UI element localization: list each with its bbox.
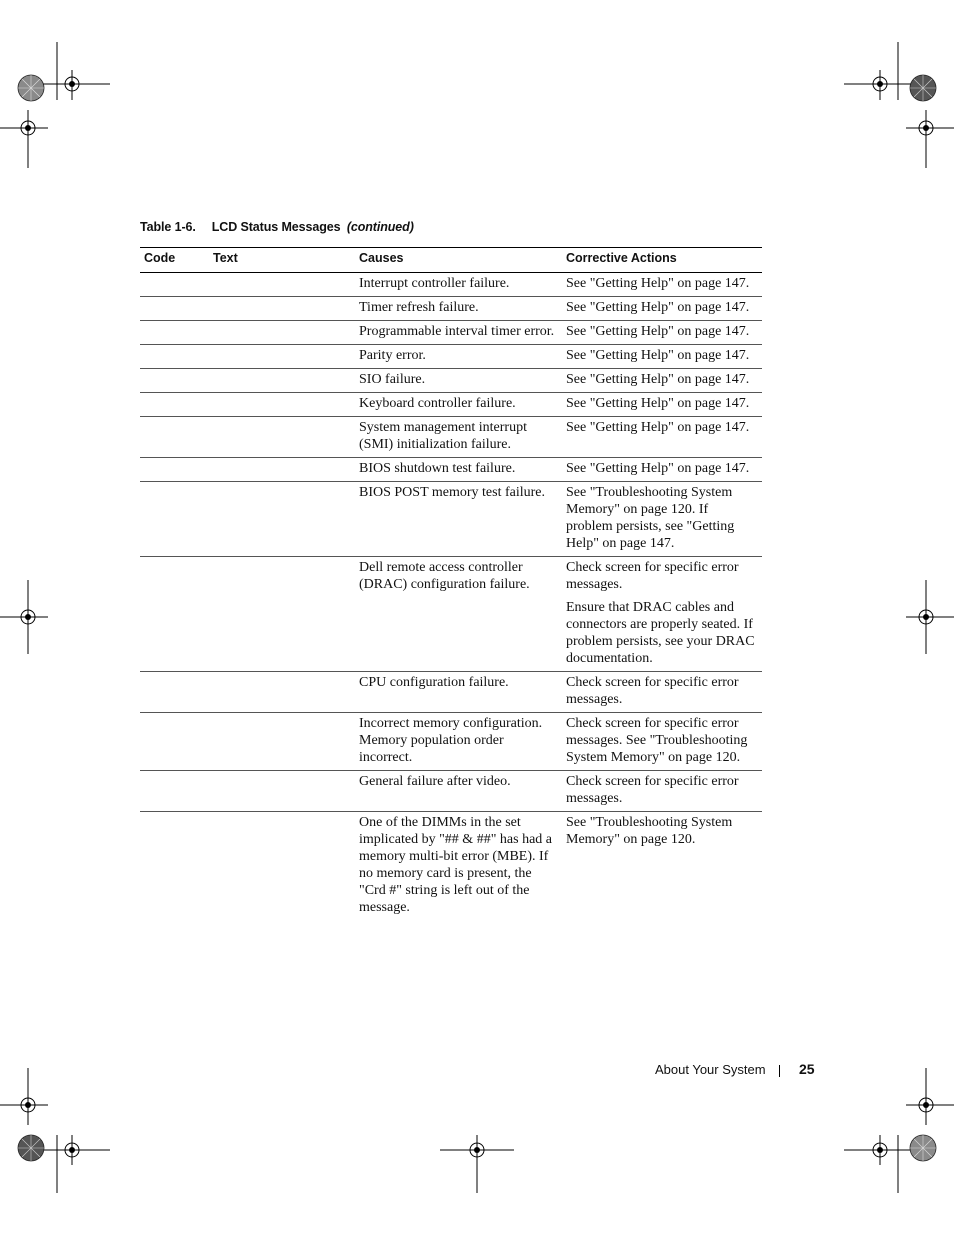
- header-code: Code: [140, 248, 209, 273]
- cell-code: [140, 321, 209, 345]
- cell-code: [140, 297, 209, 321]
- cell-text: [209, 345, 359, 369]
- cell-code: [140, 771, 209, 812]
- cell-text: [209, 672, 359, 713]
- corrective-action: See "Getting Help" on page 147.: [566, 348, 750, 363]
- cell-code: [140, 345, 209, 369]
- corrective-action: Check screen for specific error messages.: [566, 774, 739, 806]
- header-actions: Corrective Actions: [562, 248, 762, 273]
- cell-actions: [562, 297, 762, 321]
- cell-causes: Timer refresh failure.: [359, 297, 562, 321]
- lcd-status-table: [140, 247, 762, 920]
- corrective-action: See "Getting Help" on page 147.: [566, 276, 750, 291]
- corrective-action: See "Getting Help" on page 147.: [566, 396, 750, 411]
- table-title: LCD Status Messages: [211, 220, 341, 234]
- cell-actions: [562, 321, 762, 345]
- footer-separator: [779, 1065, 780, 1077]
- page-number: 25: [799, 1061, 815, 1077]
- footer-section-title: About Your System: [655, 1062, 766, 1077]
- table-row: [140, 345, 762, 369]
- table-row: [140, 369, 762, 393]
- cell-causes: BIOS shutdown test failure.: [359, 458, 562, 482]
- cell-causes: SIO failure.: [359, 369, 562, 393]
- cell-text: [209, 771, 359, 812]
- table-continued: (continued): [346, 220, 414, 234]
- cell-actions: [562, 345, 762, 369]
- corrective-action: See "Getting Help" on page 147.: [566, 300, 750, 315]
- corrective-action: See "Getting Help" on page 147.: [566, 420, 750, 435]
- cell-text: [209, 273, 359, 297]
- cell-actions: [562, 713, 762, 771]
- corrective-action: Check screen for specific error messages. See "Troubleshooting System Memory" on page 120.: [566, 716, 748, 765]
- cell-causes: Dell remote access controller (DRAC) configuration failure.: [359, 557, 562, 672]
- cell-text: [209, 393, 359, 417]
- cell-actions: [562, 417, 762, 458]
- cell-text: [209, 417, 359, 458]
- cell-code: [140, 482, 209, 557]
- table-header-row: [140, 248, 762, 273]
- cell-causes: Keyboard controller failure.: [359, 393, 562, 417]
- corrective-action: See "Troubleshooting System Memory" on page 120. If problem persists, see "Getting Help" on page 147.: [566, 485, 735, 551]
- table-row: [140, 273, 762, 297]
- cell-causes: One of the DIMMs in the set implicated by "## & ##" has had a memory multi-bit error (MBE). If no memory card is present, the "Crd #" string is left out of the message.: [359, 815, 552, 915]
- header-text: Text: [209, 248, 359, 273]
- cell-actions: [562, 557, 762, 672]
- cell-code: [140, 557, 209, 672]
- cell-text: [209, 369, 359, 393]
- table-row: [140, 672, 762, 713]
- cell-code: [140, 417, 209, 458]
- cell-causes: System management interrupt (SMI) initialization failure.: [359, 417, 562, 458]
- cell-code: [140, 393, 209, 417]
- cell-causes: BIOS POST memory test failure.: [359, 482, 562, 557]
- page-footer: [655, 1061, 815, 1077]
- corrective-action: See "Troubleshooting System Memory" on page 120.: [566, 815, 733, 847]
- cell-causes: Interrupt controller failure.: [359, 273, 562, 297]
- cell-text: [209, 297, 359, 321]
- cell-causes: Incorrect memory configuration. Memory population order incorrect.: [359, 713, 562, 771]
- table-row: [140, 393, 762, 417]
- cell-causes: CPU configuration failure.: [359, 672, 562, 713]
- cell-code: [140, 273, 209, 297]
- header-causes: Causes: [359, 248, 562, 273]
- table-row: [140, 771, 762, 812]
- corrective-action: See "Getting Help" on page 147.: [566, 372, 750, 387]
- cell-code: [140, 672, 209, 713]
- cell-actions: [562, 369, 762, 393]
- cell-causes: Programmable interval timer error.: [359, 321, 562, 345]
- cell-actions: [562, 672, 762, 713]
- table-row: [140, 557, 762, 672]
- cell-text: [209, 713, 359, 771]
- cell-actions: [562, 273, 762, 297]
- cell-text: [209, 321, 359, 345]
- cell-actions: [562, 482, 762, 557]
- table-body: [140, 273, 762, 921]
- corrective-action: Check screen for specific error messages.: [566, 675, 739, 707]
- cell-causes: Parity error.: [359, 345, 562, 369]
- table-row: [140, 812, 762, 921]
- cell-actions: [562, 458, 762, 482]
- cell-text: [209, 812, 359, 921]
- cell-causes: General failure after video.: [359, 771, 562, 812]
- cell-code: [140, 458, 209, 482]
- cell-actions: [562, 812, 762, 921]
- table-row: [140, 482, 762, 557]
- corrective-action: Ensure that DRAC cables and connectors are properly seated. If problem persists, see your DRAC documentation.: [566, 600, 755, 666]
- cell-text: [209, 482, 359, 557]
- cell-actions: [562, 393, 762, 417]
- cell-text: [209, 557, 359, 672]
- table-row: [140, 297, 762, 321]
- cell-actions: [562, 771, 762, 812]
- cell-code: [140, 713, 209, 771]
- table-number: Table 1-6.: [140, 220, 196, 234]
- table-row: [140, 458, 762, 482]
- cell-text: [209, 458, 359, 482]
- table-row: [140, 417, 762, 458]
- table-caption: [140, 220, 414, 234]
- cell-code: [140, 369, 209, 393]
- corrective-action: See "Getting Help" on page 147.: [566, 461, 750, 476]
- table-row: [140, 713, 762, 771]
- corrective-action: Check screen for specific error messages.: [566, 560, 739, 592]
- cell-code: [140, 812, 209, 921]
- corrective-action: See "Getting Help" on page 147.: [566, 324, 750, 339]
- table-row: [140, 321, 762, 345]
